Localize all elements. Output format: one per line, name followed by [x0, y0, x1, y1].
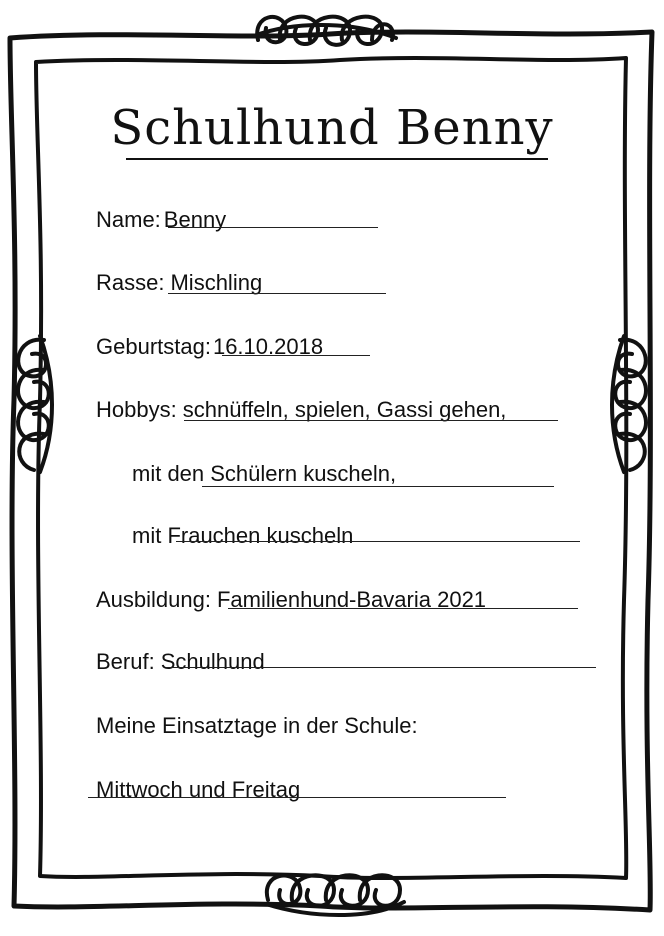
job-value: Schulhund	[160, 649, 265, 674]
birthday-row	[96, 333, 323, 361]
hobbies-line-1: schnüffeln, spielen, Gassi gehen,	[182, 397, 507, 422]
job-label: Beruf:	[96, 649, 155, 674]
name-underline	[168, 227, 378, 228]
name-label: Name:	[96, 207, 161, 232]
days-underline	[88, 797, 506, 798]
job-row	[96, 648, 265, 676]
days-label: Meine Einsatztage in der Schule:	[96, 713, 418, 738]
hobbies-row-3	[132, 522, 353, 550]
days-value: Mittwoch und Freitag	[96, 777, 301, 802]
birthday-underline	[222, 355, 370, 356]
days-value-row	[96, 776, 300, 804]
name-value: Benny	[163, 207, 227, 232]
training-label: Ausbildung:	[96, 587, 211, 612]
training-value: Familienhund-Bavaria 2021	[216, 587, 487, 612]
training-underline	[228, 608, 578, 609]
hobbies-line-2: mit den Schülern kuscheln,	[132, 461, 397, 486]
breed-value: Mischling	[170, 270, 263, 295]
page-title: Schulhund Benny	[110, 100, 554, 156]
birthday-label: Geburtstag:	[96, 334, 211, 359]
name-row	[96, 206, 226, 234]
hobbies-row-2	[132, 460, 396, 488]
hobbies-underline-2	[202, 486, 554, 487]
days-label-row	[96, 712, 418, 740]
breed-label: Rasse:	[96, 270, 165, 295]
breed-underline	[168, 293, 386, 294]
hobbies-underline-1	[184, 420, 558, 421]
job-underline	[166, 667, 596, 668]
hobbies-line-3: mit Frauchen kuscheln	[132, 523, 354, 548]
birthday-value: 16.10.2018	[212, 334, 324, 359]
hobbies-label: Hobbys:	[96, 397, 177, 422]
training-row	[96, 586, 486, 614]
title-underline	[126, 158, 548, 160]
hobbies-underline-3	[176, 541, 580, 542]
